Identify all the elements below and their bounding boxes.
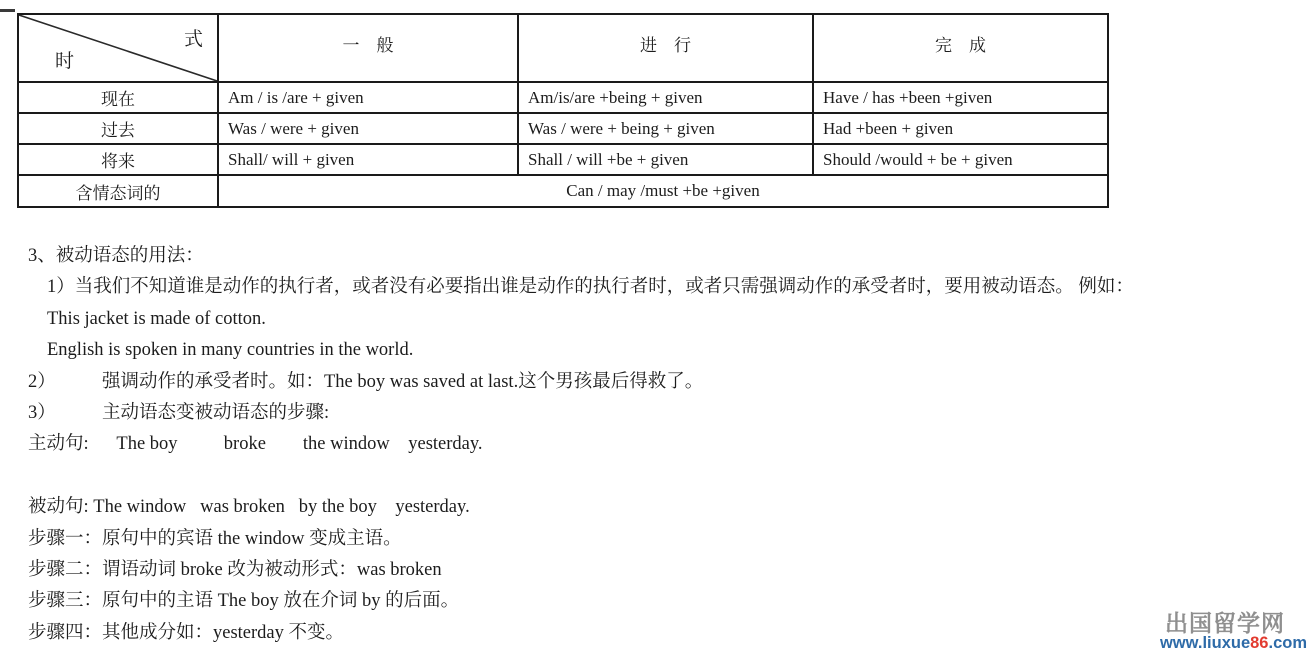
formula-cell: Am/is/are +being + given [518,82,813,113]
formula-cell: Shall / will +be + given [518,144,813,175]
note-line-step-2: 步骤二：谓语动词 broke 改为被动形式：was broken [28,560,442,581]
note-line-passive-sentence: 被动句: The window was broken by the boy yesterday. [28,497,470,518]
watermark-site-url [1160,635,1307,652]
modal-row-merged-cell: Can / may /must +be +given [218,175,1108,207]
table-row-present [18,82,1108,113]
note-line-example-jacket: This jacket is made of cotton. [47,308,266,329]
note-line-example-english: English is spoken in many countries in the world. [47,340,414,361]
url-suffix: .com [1268,634,1307,652]
watermark [1160,612,1307,652]
formula-cell: Had +been + given [813,113,1108,144]
note-line-rule-2: 2） 强调动作的承受者时。如：The boy was saved at last.这个男孩最后得救了。 [28,371,704,392]
scan-artifact-dash [0,9,15,12]
tense-axis-label: 时 [55,51,75,72]
row-label-present: 现在 [18,82,218,113]
formula-cell: Am / is /are + given [218,82,518,113]
row-label-future: 将来 [18,144,218,175]
column-header-progressive: 进 行 [518,14,813,82]
row-label-modal: 含情态词的 [18,175,218,207]
corner-cell [18,14,218,82]
column-header-perfect: 完 成 [813,14,1108,82]
formula-cell: Should /would + be + given [813,144,1108,175]
formula-cell: Shall/ will + given [218,144,518,175]
formula-cell: Have / has +been +given [813,82,1108,113]
formula-cell: Was / were + given [218,113,518,144]
url-highlight: 86 [1250,634,1269,652]
row-label-past: 过去 [18,113,218,144]
note-line-usage-heading: 3、被动语态的用法： [28,246,204,266]
note-line-rule-3: 3） 主动语态变被动语态的步骤: [28,403,330,424]
note-line-step-3: 步骤三：原句中的主语 The boy 放在介词 by 的后面。 [28,591,460,612]
form-axis-label: 式 [183,29,203,50]
note-line-blank [28,461,1308,492]
note-line-active-sentence: 主动句: The boy broke the window yesterday. [28,434,483,455]
note-line-rule-1: 1）当我们不知道谁是动作的执行者，或者没有必要指出谁是动作的执行者时，或者只需强调动作的承受者时，要用被动语态。 例如： [47,277,1134,298]
column-header-simple: 一 般 [218,14,518,82]
table-row-future [18,144,1108,175]
table-row-past [18,113,1108,144]
formula-cell: Was / were + being + given [518,113,813,144]
table-row-modal [18,175,1108,207]
note-line-step-1: 步骤一：原句中的宾语 the window 变成主语。 [28,528,402,549]
url-prefix: www.liuxue [1159,634,1251,652]
watermark-site-name: 出国留学网 [1165,610,1285,636]
notes-section [28,241,1308,649]
note-line-step-4: 步骤四：其他成分如：yesterday 不变。 [28,622,345,643]
passive-voice-tense-table [17,13,1109,208]
